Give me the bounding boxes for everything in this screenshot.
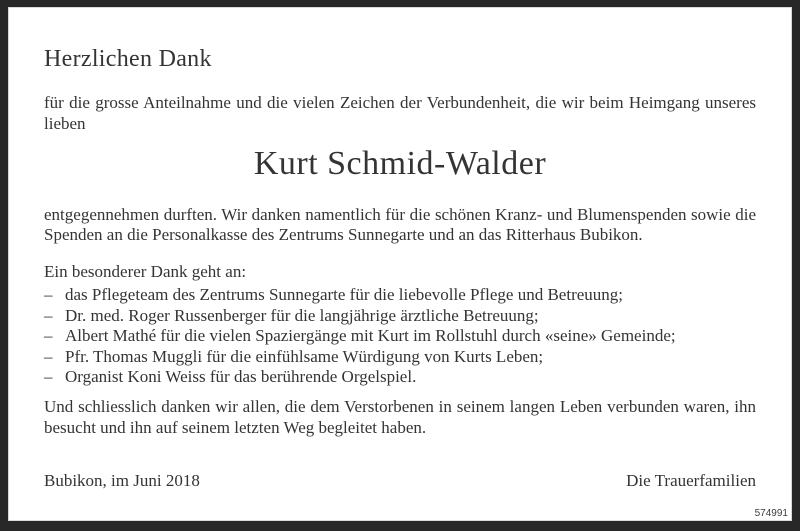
list-dash-marker: – bbox=[44, 326, 53, 345]
footer-row bbox=[44, 471, 756, 491]
signature: Die Trauerfamilien bbox=[626, 471, 756, 490]
thanks-item-text: Dr. med. Roger Russenberger für die langjährige ärztliche Betreuung; bbox=[65, 305, 539, 325]
closing-paragraph: Und schliesslich danken wir allen, die dem Verstorbenen in seinem langen Leben verbunden waren, ihn besucht und ihn auf seinem letzten Weg begleitet haben. bbox=[44, 396, 756, 437]
notice-content bbox=[44, 7, 756, 438]
thanks-item-text: Pfr. Thomas Muggli für die einfühlsame Würdigung von Kurts Leben; bbox=[65, 346, 544, 366]
list-dash-marker: – bbox=[44, 346, 53, 366]
thanks-list-item bbox=[44, 285, 756, 306]
intro-paragraph: für die grosse Anteilnahme und die vielen Zeichen der Verbundenheit, die wir beim Heimgang unseres lieben bbox=[44, 93, 756, 133]
thanks-item-text: Organist Koni Weiss für das berührende Orgelspiel. bbox=[65, 367, 417, 386]
deceased-name: Kurt Schmid-Walder bbox=[253, 145, 547, 182]
thanks-list-item bbox=[44, 306, 756, 327]
list-dash-marker: – bbox=[44, 285, 53, 304]
place-date: Bubikon, im Juni 2018 bbox=[44, 471, 200, 490]
list-dash-marker: – bbox=[44, 305, 53, 325]
thanks-list-item bbox=[44, 326, 756, 347]
thanks-list bbox=[44, 285, 756, 388]
notice-heading: Herzlichen Dank bbox=[44, 46, 212, 72]
thanks-item-text: das Pflegeteam des Zentrums Sunnegarte für die liebevolle Pflege und Betreuung; bbox=[65, 285, 624, 304]
thanks-item-text: Albert Mathé für die vielen Spaziergänge mit Kurt im Rollstuhl durch «seine» Gemeinde; bbox=[65, 326, 676, 345]
reference-number: 574991 bbox=[754, 508, 788, 519]
thanks-list-item bbox=[44, 347, 756, 368]
special-thanks-intro: Ein besonderer Dank geht an: bbox=[44, 262, 247, 281]
thanks-list-item bbox=[44, 367, 756, 388]
list-dash-marker: – bbox=[44, 367, 53, 386]
body-paragraph: entgegennehmen durften. Wir danken namentlich für die schönen Kranz- und Blumenspenden sowie die Spenden an die Personalkasse des Zentrums Sunnegarte und an das Ritterhaus Bubikon. bbox=[44, 205, 756, 244]
notice-card bbox=[8, 7, 792, 521]
